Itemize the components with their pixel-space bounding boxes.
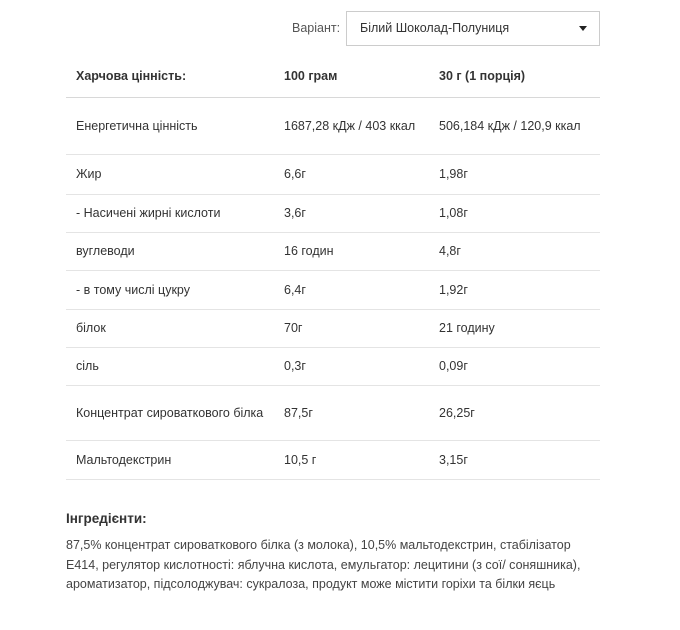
variant-selected-value: Білий Шоколад-Полуниця [360,21,510,35]
table-row [66,232,600,270]
nutrition-header-row [66,55,600,97]
value-per-100g: 70г [274,309,429,347]
ingredients-section [66,511,606,595]
value-per-serving: 1,08г [429,194,600,232]
value-per-serving: 0,09г [429,347,600,385]
nutrient-name: - в тому числі цукру [66,270,274,309]
table-row [66,97,600,154]
variant-label: Варіант: [292,21,341,35]
nutrient-name: Мальтодекстрин [66,440,274,479]
value-per-100g: 0,3г [274,347,429,385]
value-per-serving: 26,25г [429,385,600,440]
header-nutrient: Харчова цінність: [66,55,274,97]
table-row [66,154,600,194]
value-per-serving: 506,184 кДж / 120,9 ккал [429,97,600,154]
chevron-down-icon [579,26,587,31]
nutrient-name: білок [66,309,274,347]
value-per-serving: 1,98г [429,154,600,194]
nutrient-name: Енергетична цінність [66,97,274,154]
nutrient-name: Концентрат сироваткового білка [66,385,274,440]
value-per-100g: 10,5 г [274,440,429,479]
table-row [66,440,600,479]
header-per-100g: 100 грам [274,55,429,97]
variant-selector [292,11,600,46]
ingredients-title: Інгредієнти: [66,511,147,526]
value-per-100g: 6,6г [274,154,429,194]
value-per-100g: 3,6г [274,194,429,232]
table-row [66,194,600,232]
value-per-100g: 6,4г [274,270,429,309]
value-per-serving: 1,92г [429,270,600,309]
table-row [66,270,600,309]
ingredients-text: 87,5% концентрат сироваткового білка (з молока), 10,5% мальтодекстрин, стабілізатор Е414, регулятор кислотності: яблучна кислота, емульгатор: лецитини (з сої/ соняшника), ароматизатор, підсолоджувач: сукралоза, продукт може містити горіхи та білки яєць [66,538,581,591]
nutrient-name: вуглеводи [66,232,274,270]
table-row [66,309,600,347]
value-per-serving: 3,15г [429,440,600,479]
value-per-serving: 4,8г [429,232,600,270]
value-per-100g: 87,5г [274,385,429,440]
table-row [66,385,600,440]
nutrient-name: сіль [66,347,274,385]
value-per-serving: 21 годину [429,309,600,347]
value-per-100g: 16 годин [274,232,429,270]
nutrition-table [66,55,600,480]
table-row [66,347,600,385]
nutrient-name: - Насичені жирні кислоти [66,194,274,232]
variant-dropdown[interactable] [346,11,600,46]
value-per-100g: 1687,28 кДж / 403 ккал [274,97,429,154]
nutrient-name: Жир [66,154,274,194]
header-per-serving: 30 г (1 порція) [429,55,600,97]
